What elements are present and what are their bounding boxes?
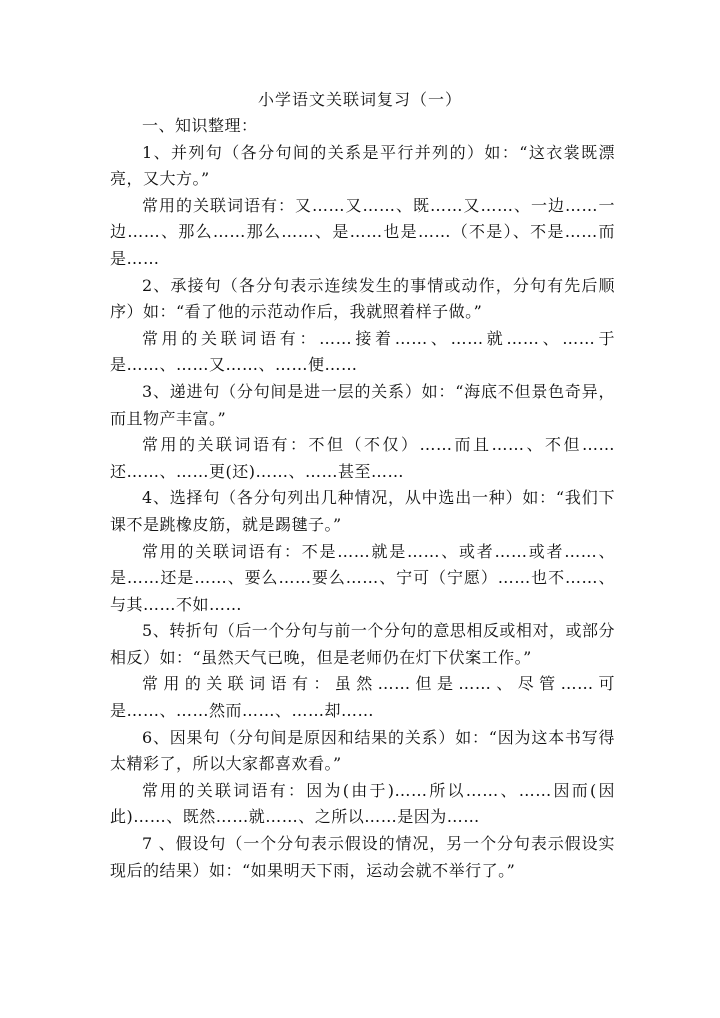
- paragraph-contrast-sentence: 5、转折句（后一个分句与前一个分句的意思相反或相对，或部分相反）如：“虽然天气已晚，但是老师仍在灯下伏案工作。”: [110, 621, 615, 667]
- paragraph-contrast-connectives: 常用的关联词语有：虽然……但是……、尽管……可是……、……然而……、……却……: [110, 674, 615, 721]
- paragraph-choice-sentence: 4、选择句（各分句列出几种情况，从中选出一种）如：“我们下课不是跳橡皮筋，就是踢毽子。”: [110, 488, 615, 534]
- paragraph-sequential-connectives: 常用的关联词语有：……接着……、……就……、……于是……、……又……、……便……: [110, 328, 615, 375]
- paragraph-choice-connectives: 常用的关联词语有：不是……就是……、或者……或者……、是……还是……、要么……要么……、宁可（宁愿）……也不……、与其……不如……: [110, 541, 615, 614]
- section-heading: 一、知识整理：: [142, 116, 258, 135]
- paragraph-parallel-connectives: 常用的关联词语有：又……又……、既……又……、一边……一边……、那么……那么……、是……也是……（不是）、不是……而是……: [110, 195, 615, 268]
- paragraph-progressive-sentence: 3、递进句（分句间是进一层的关系）如：“海底不但景色奇异，而且物产丰富。”: [110, 381, 615, 428]
- paragraph-sequential-sentence: 2、承接句（各分句表示连续发生的事情或动作，分句有先后顺序）如：“看了他的示范动作后，我就照着样子做。”: [110, 275, 615, 322]
- document-body: [110, 113, 615, 884]
- paragraph-causal-connectives: 常用的关联词语有：因为(由于)……所以……、……因而(因此)……、既然……就……、之所以……是因为……: [110, 780, 615, 827]
- paragraph-progressive-connectives: 常用的关联词语有：不但（不仅）……而且……、不但……还……、……更(还)……、……甚至……: [110, 435, 615, 481]
- paragraph-hypothetical-sentence: 7 、假设句（一个分句表示假设的情况，另一个分句表示假设实现后的结果）如：“如果明天下雨，运动会就不举行了。”: [110, 834, 615, 880]
- paragraph-causal-sentence: 6、因果句（分句间是原因和结果的关系）如：“因为这本书写得太精彩了，所以大家都喜欢看。”: [110, 727, 615, 774]
- document-title: 小学语文关联词复习（一）: [257, 90, 462, 109]
- paragraph-parallel-sentence: 1、并列句（各分句间的关系是平行并列的）如：“这衣裳既漂亮，又大方。”: [110, 142, 615, 189]
